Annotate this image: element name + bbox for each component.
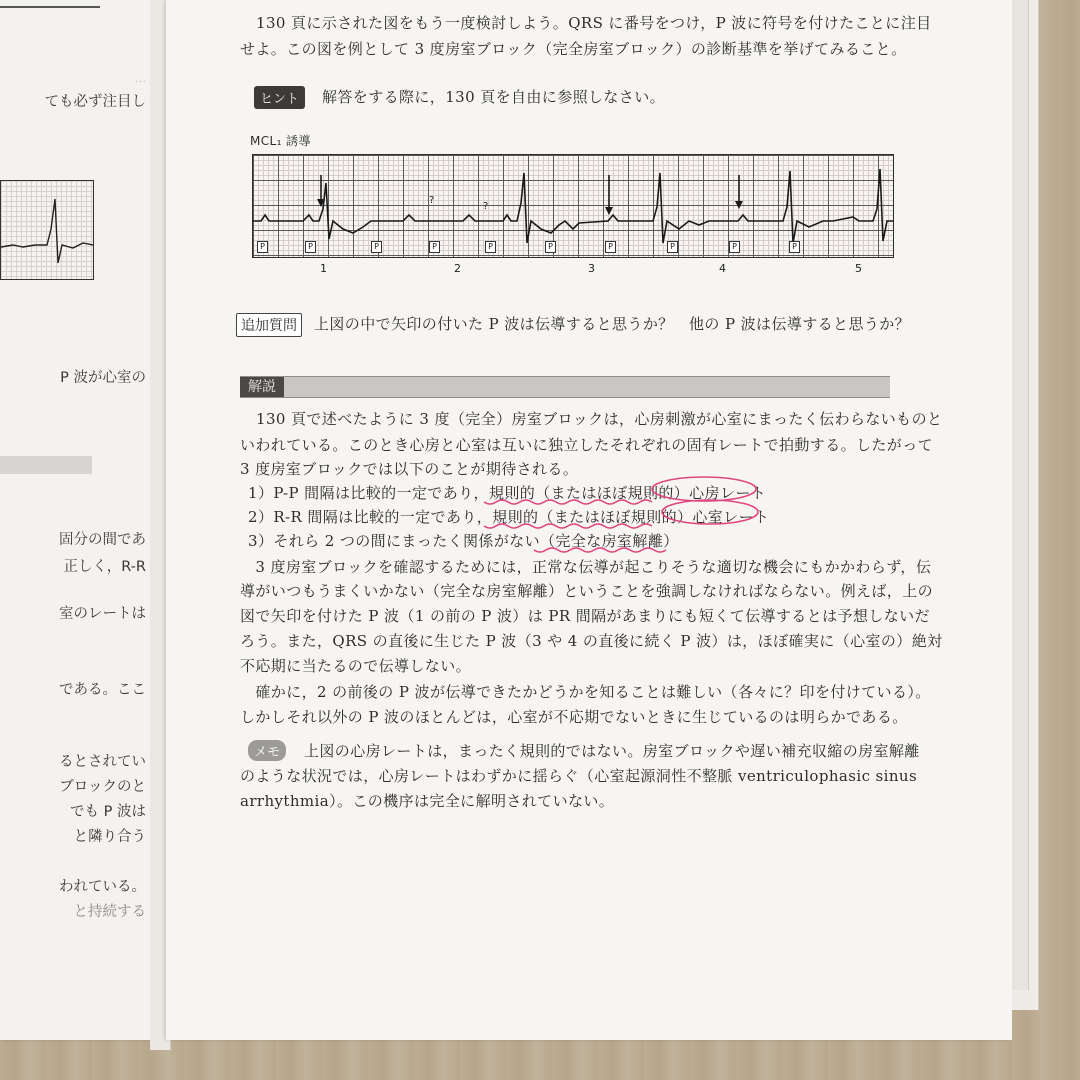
explanation-line: ろう。また，QRS の直後に生じた P 波（3 や 4 の直後に続く P 波）は，ほぼ確実に（心室の）絶対: [240, 632, 943, 650]
left-page-section-bar: [0, 456, 92, 474]
question-mark: ?: [429, 195, 435, 206]
p-wave-marker: P: [789, 241, 800, 253]
explanation-line: 不応期に当たるので伝導しない。: [240, 657, 472, 675]
left-page-line: 正しく，R-R: [63, 559, 146, 575]
beat-number: 2: [454, 262, 461, 275]
question-mark: ?: [483, 201, 489, 212]
p-wave-marker: P: [257, 241, 268, 253]
arrow-head: [605, 207, 613, 215]
explanation-line: 3 度房室ブロックを確認するためには，正常な伝導が起こりそうな適切な機会にもかかわらず，伝: [240, 558, 932, 576]
p-wave-marker: P: [429, 241, 440, 253]
additional-question-badge: 追加質問: [236, 313, 302, 337]
beat-number: 1: [320, 262, 327, 275]
left-page-line: と隣り合う: [73, 829, 146, 845]
p-wave-marker: P: [485, 241, 496, 253]
explanation-line: いわれている。このとき心房と心室は互いに独立したそれぞれの固有レートで拍動する。したがって: [240, 436, 934, 454]
explanation-heading: 解説: [240, 377, 284, 397]
explanation-line: 確かに，2 の前後の P 波が伝導できたかどうかを知ることは難しい（各々に？印を付けている）。: [240, 683, 931, 701]
p-wave-marker: P: [371, 241, 382, 253]
explanation-line: 導がいつもうまくいかない（完全な房室解離）ということを強調しなければならない。例えば，上の: [240, 582, 934, 600]
main-page: [166, 0, 1012, 1040]
criteria-item: 1）P-P 間隔は比較的一定であり，規則的（またはほぼ規則的）心房レート: [248, 484, 767, 502]
left-page-line: P 波が心室の: [60, 370, 146, 386]
left-page: [0, 0, 158, 1040]
hint-text: 解答をする際に，130 頁を自由に参照しなさい。: [322, 88, 666, 106]
explanation-heading-bar: [240, 376, 890, 398]
left-page-line: でも P 波は: [70, 804, 146, 820]
explanation-line: 3 度房室ブロックでは以下のことが期待される。: [240, 460, 579, 478]
hint-badge: ヒント: [254, 86, 305, 109]
left-page-faint-text: …: [135, 72, 146, 85]
left-page-line: ても必ず注目し: [44, 94, 146, 110]
beat-number: 4: [719, 262, 726, 275]
ecg-trace: [253, 169, 893, 243]
p-wave-marker: P: [605, 241, 616, 253]
left-page-line: 室のレートは: [59, 606, 146, 622]
memo-line: のような状況では，心房レートはわずかに揺らぐ（心室起源洞性不整脈 ventriculophasic sinus: [240, 767, 918, 785]
p-wave-marker: P: [667, 241, 678, 253]
arrow-head: [735, 201, 743, 209]
left-page-line: である。ここ: [59, 682, 146, 698]
intro-line: 130 頁に示された図をもう一度検討しよう。QRS に番号をつけ，P 波に符号を付けたことに注目: [256, 14, 932, 32]
left-page-line: るとされてい: [59, 754, 146, 770]
left-page-line: 固分の間であ: [59, 532, 146, 548]
ecg-strip: [252, 154, 894, 258]
criteria-item: 2）R-R 間隔は比較的一定であり，規則的（またはほぼ規則的）心室レート: [248, 508, 770, 526]
explanation-line: 130 頁で述べたように 3 度（完全）房室ブロックは，心房刺激が心室にまったく伝わらないものと: [256, 410, 943, 428]
explanation-line: 図で矢印を付けた P 波（1 の前の P 波）は PR 間隔があまりにも短くて伝導するとは予想しないだ: [240, 607, 930, 625]
left-page-line: と持続する: [73, 904, 146, 920]
explanation-line: しかしそれ以外の P 波のほとんどは，心室が不応期でないときに生じているのは明らかである。: [240, 708, 908, 726]
memo-line: 上図の心房レートは，まったく規則的ではない。房室ブロックや遅い補充収縮の房室解離: [304, 742, 920, 760]
left-page-ecg-strip: [0, 180, 94, 280]
beat-number: 5: [855, 262, 862, 275]
additional-question-text: 上図の中で矢印の付いた P 波は伝導すると思うか？ 他の P 波は伝導すると思うか？: [314, 315, 911, 333]
memo-badge: メモ: [248, 740, 286, 761]
intro-line: せよ。この図を例として 3 度房室ブロック（完全房室ブロック）の診断基準を挙げてみること。: [240, 40, 907, 58]
p-wave-marker: P: [305, 241, 316, 253]
p-wave-marker: P: [545, 241, 556, 253]
ecg-lead-label: MCL₁ 誘導: [250, 134, 311, 148]
beat-number: 3: [588, 262, 595, 275]
left-page-line: われている。: [59, 879, 146, 895]
p-wave-marker: P: [729, 241, 740, 253]
left-page-rule: [0, 6, 100, 8]
memo-line: arrhythmia）。この機序は完全に解明されていない。: [240, 792, 615, 810]
criteria-item: 3）それら 2 つの間にまったく関係がない（完全な房室解離）: [248, 532, 679, 550]
page-stack-edge: [1012, 0, 1029, 990]
left-page-line: ブロックのと: [59, 779, 146, 795]
